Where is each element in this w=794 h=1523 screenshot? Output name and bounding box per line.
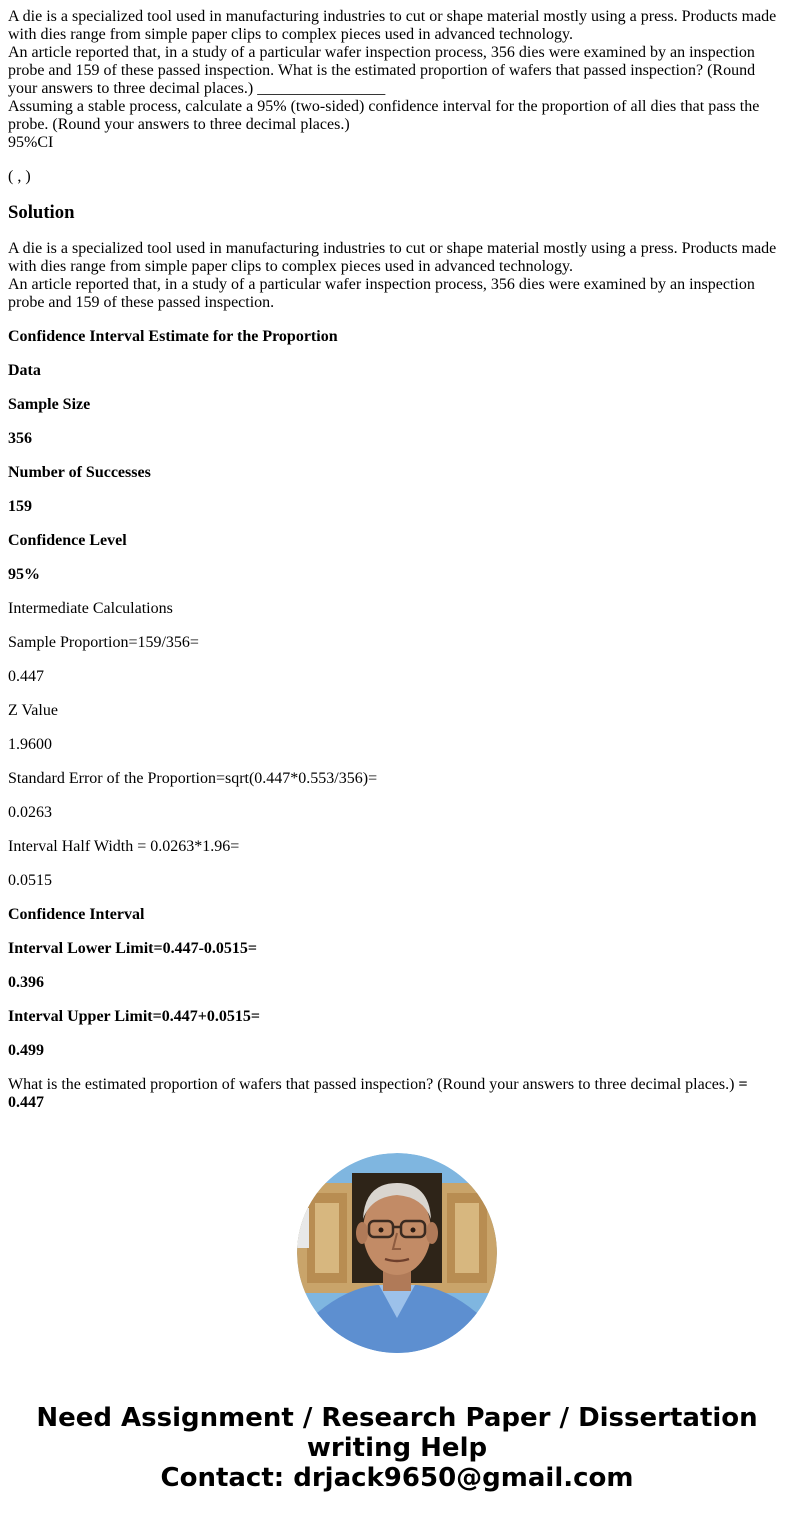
upper-limit-label: Interval Upper Limit=0.447+0.0515= xyxy=(8,1008,260,1025)
table-title: Confidence Interval Estimate for the Proportion xyxy=(8,328,338,345)
sample-size-label: Sample Size xyxy=(8,396,91,413)
footer-help-line: Need Assignment / Research Paper / Dissertation writing Help xyxy=(36,1403,758,1463)
solution-intro-line1: A die is a specialized tool used in manufacturing industries to cut or shape material mostly using a press. Products made with dies range from simple paper clips to complex pieces used in advanced technology. xyxy=(8,240,777,275)
sample-size-value: 356 xyxy=(8,430,32,447)
question-ci-text: Assuming a stable process, calculate a 95% (two-sided) confidence interval for the proportion of all dies that pass the probe. (Round your answers to three decimal places.) xyxy=(8,98,760,133)
question-ci-answer: ( , ) xyxy=(8,168,31,185)
question-article-text: An article reported that, in a study of a particular wafer inspection process, 356 dies were examined by an inspection probe and 159 of these passed inspection. What is the estimated proportion of wafers that passed inspection? (Round your answers to three decimal places.) xyxy=(8,44,756,97)
half-width-label: Interval Half Width = 0.0263*1.96= xyxy=(8,838,240,855)
confidence-level-value: 95% xyxy=(8,566,40,583)
solution-intro-line2: An article reported that, in a study of a particular wafer inspection process, 356 dies were examined by an inspection probe and 159 of these passed inspection. xyxy=(8,276,755,311)
standard-error-value: 0.0263 xyxy=(8,804,52,821)
sample-proportion-label: Sample Proportion=159/356= xyxy=(8,634,199,651)
question-block xyxy=(8,8,786,152)
sample-proportion-value: 0.447 xyxy=(8,668,44,685)
lower-limit-value: 0.396 xyxy=(8,974,44,991)
successes-value: 159 xyxy=(8,498,32,515)
solution-intro xyxy=(8,240,786,312)
data-heading: Data xyxy=(8,362,41,379)
solution-heading: Solution xyxy=(8,202,75,223)
half-width-value: 0.0515 xyxy=(8,872,52,889)
confidence-interval-heading: Confidence Interval xyxy=(8,906,145,923)
author-avatar xyxy=(297,1153,497,1353)
document-content xyxy=(8,8,786,1112)
upper-limit-value: 0.499 xyxy=(8,1042,44,1059)
avatar-portrait-icon xyxy=(297,1153,497,1353)
final-answer-paragraph xyxy=(8,1076,786,1112)
question-intro: A die is a specialized tool used in manufacturing industries to cut or shape material mostly using a press. Products made with dies range from simple paper clips to complex pieces used in advanced technology. xyxy=(8,8,777,43)
question-ci-label: 95%CI xyxy=(8,134,54,151)
question-article xyxy=(8,44,786,98)
z-value-label: Z Value xyxy=(8,702,58,719)
final-question: What is the estimated proportion of wafers that passed inspection? (Round your answers to three decimal places.) xyxy=(8,1076,739,1093)
z-value: 1.9600 xyxy=(8,736,52,753)
lower-limit-label: Interval Lower Limit=0.447-0.0515= xyxy=(8,940,258,957)
confidence-level-label: Confidence Level xyxy=(8,532,127,549)
footer-banner xyxy=(0,1403,794,1493)
answer-blank: ________________ xyxy=(257,80,386,97)
footer-contact-line: Contact: drjack9650@gmail.com xyxy=(160,1463,634,1493)
standard-error-label: Standard Error of the Proportion=sqrt(0.447*0.553/356)= xyxy=(8,770,378,787)
successes-label: Number of Successes xyxy=(8,464,151,481)
intermediate-heading: Intermediate Calculations xyxy=(8,600,173,617)
final-answer: = 0.447 xyxy=(8,1076,748,1111)
